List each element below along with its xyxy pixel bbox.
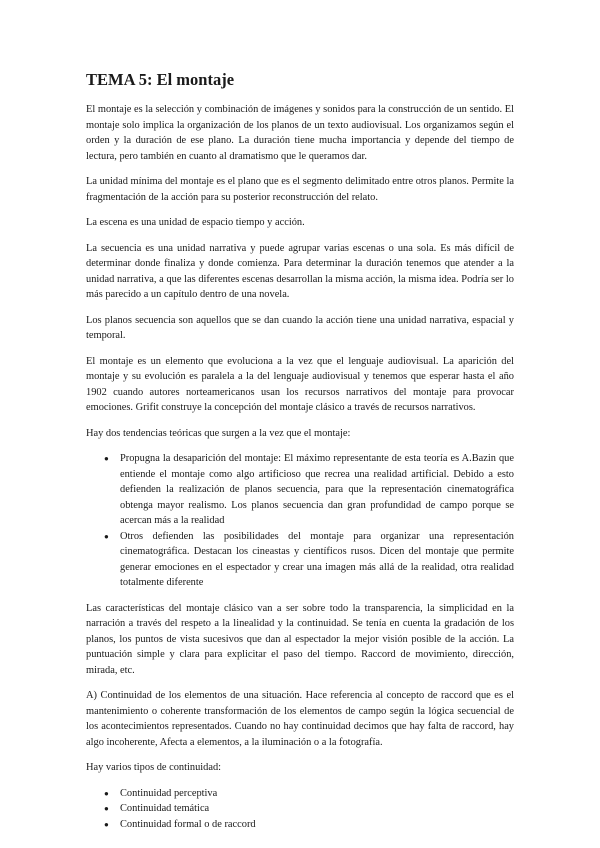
bullet-icon: ●: [104, 819, 109, 829]
list-item: [104, 801, 514, 817]
continuidad-list: [86, 786, 514, 833]
list-item: [104, 786, 514, 802]
paragraph: El montaje es un elemento que evoluciona a la vez que el lenguaje audiovisual. La aparición del montaje y su evolución es paralela a la del lenguaje audiovisual y tenemos que esperar hasta el año 1902 cuando autores norteamericanos usan los recursos narrativos del montaje para provocar emociones. Grifit construye la concepción del montaje clásico a través de recursos narrativos.: [86, 355, 514, 413]
bullet-icon: ●: [104, 531, 109, 541]
paragraph: Hay varios tipos de continuidad:: [86, 762, 222, 773]
list-item: [104, 451, 514, 529]
paragraph: A) Continuidad de los elementos de una situación. Hace referencia al concepto de raccord que es el mantenimiento o coherente transformación de los elementos de campo según la lógica secuencial de los acontecimientos representados. Cuando no hay continuidad decimos que hay falta de raccord, hay algo incoherente, Afecta a elementos, a la iluminación o a la fotografía.: [86, 690, 514, 748]
bullet-icon: ●: [104, 788, 109, 798]
bullet-icon: ●: [104, 454, 109, 463]
paragraph: Las características del montaje clásico van a ser sobre todo la transparencia, la simplicidad en la narración a través del respeto a la linealidad y la continuidad. Se tenía en cuenta la gradación de los planos, los puntos de vista sucesivos que dan al espectador la mejor visión posible de la acción. La puntuación simple y clara para explicitar el paso del tiempo. Raccord de movimiento, dirección, mirada, etc.: [86, 602, 514, 676]
paragraph: La unidad mínima del montaje es el plano que es el segmento delimitado entre otros planos. Permite la fragmentación de la acción para su posterior reconstrucción del relato.: [86, 176, 514, 203]
list-item: [104, 529, 514, 591]
paragraph: El montaje es la selección y combinación de imágenes y sonidos para la construcción de un sentido. El montaje solo implica la organización de los planos de un texto audiovisual. Los organizamos según el orden y la duración de ese plano. La duración tiene mucha importancia y depende del tiempo de lectura, pero también en cuanto al dramatismo que le queramos dar.: [86, 104, 514, 162]
list-item-text: Continuidad perceptiva: [120, 787, 218, 799]
list-item-text: Propugna la desaparición del montaje: El máximo representante de esta teoría es A.Bazin que entiende el montaje como algo artificioso que recrea una realidad artificial. Debido a esto defienden la realización de planos secuencia, para que la representación cinematográfica obtenga mayor realismo. Los planos secuencia dan gran profundidad de campo porque se acercan más a la realidad: [120, 453, 514, 526]
paragraph: La secuencia es una unidad narrativa y puede agrupar varias escenas o una sola. Es más difícil de determinar donde finaliza y donde comienza. Para determinar la duración tenemos que atender a la unidad narrativa, a que las diferentes escenas desarrollan la misma acción, la misma idea. Podría ser lo más parecido a un capítulo dentro de una novela.: [86, 242, 514, 300]
list-item-text: Otros defienden las posibilidades del montaje para organizar una representación cinematográfica. Destacan los cineastas y científicos rusos. Dicen del montaje que permite generar emociones en el espectador y crear una imagen más allá de la realidad, otra realidad totalmente diferente: [120, 530, 514, 588]
list-item-text: Continuidad temática: [120, 803, 210, 814]
bullet-icon: ●: [104, 804, 109, 813]
page-title: TEMA 5: El montaje: [86, 70, 235, 89]
list-item-text: Continuidad formal o de raccord: [120, 818, 256, 830]
list-item: [104, 817, 514, 833]
paragraph: Los planos secuencia son aquellos que se dan cuando la acción tiene una unidad narrativa, espacial y temporal.: [86, 314, 514, 341]
paragraph: La escena es una unidad de espacio tiempo y acción.: [86, 217, 305, 228]
tendencias-list: [86, 451, 514, 591]
paragraph: Hay dos tendencias teóricas que surgen a la vez que el montaje:: [86, 427, 351, 439]
